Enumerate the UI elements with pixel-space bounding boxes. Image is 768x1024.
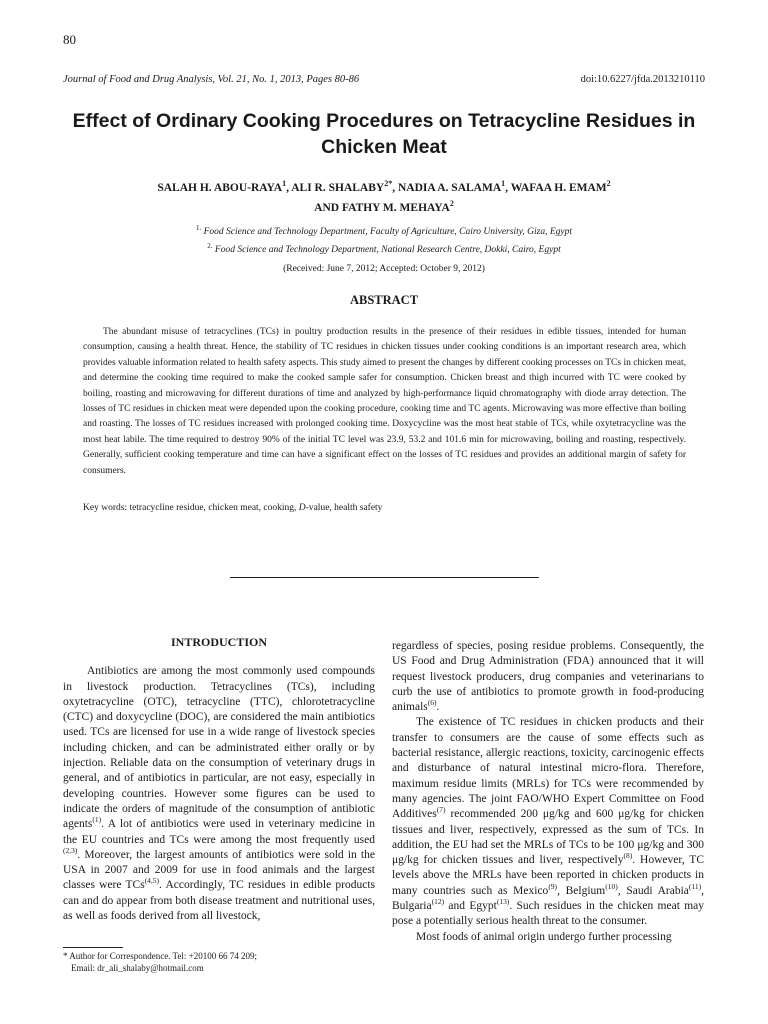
received-dates: (Received: June 7, 2012; Accepted: October 9, 2012)	[283, 264, 485, 274]
author-name: WAFAA H. EMAM	[510, 181, 607, 194]
author-sep: ,	[286, 181, 292, 194]
citation-superscript: (7)	[436, 805, 446, 815]
author-list	[60, 176, 708, 216]
author-name: AND FATHY M. MEHAYA	[314, 201, 450, 214]
affiliation	[60, 221, 708, 239]
paper-title: Effect of Ordinary Cooking Procedures on Tetracycline Residues in Chicken Meat	[72, 110, 696, 158]
correspondence-footnote	[63, 950, 257, 974]
author-name: NADIA A. SALAMA	[397, 181, 502, 194]
author-sep: ,	[392, 181, 398, 194]
footnote-divider	[63, 947, 123, 948]
keywords	[83, 503, 686, 513]
paragraph: Antibiotics are among the most commonly used compounds in livestock production. Tetracyclines (TCs), including oxytetracycline (OTC), tetracycline (TTC), chlorotetracycline (CTC) and doxycycline (DOC), are considered the main antibiotics used. TCs are licensed for use in a wide range of livestock species including chicken, and can be administrated either orally or by injection. Reliable data on the consumption of veterinary drugs in general, and of antibiotics in particular, are not easy, especially in developing countries. However some figures can be used to indicate the orders of magnitude of the consumption of antibiotic agents$^{(1)}$. A lot of antibiotics were used in veterinary medicine in the EU countries and TCs were among the most frequently used $^{(2,3)}$. Moreover, the largest amounts of antibiotics were sold in the USA in 2007 and 2009 for use in food animals and the largest classes were TCs$^{(4,5)}$. Accordingly, TC residues in edible products can and do appear from both disease treatment and nutritional uses, as well as foods derived from all livestock,	[63, 665, 375, 923]
journal-citation: Journal of Food and Drug Analysis, Vol. 21, No. 1, 2013, Pages 80-86	[63, 74, 360, 85]
affiliation-text: Food Science and Technology Department, National Research Centre, Dokki, Cairo, Egypt	[214, 245, 561, 256]
page-number: 80	[63, 32, 76, 47]
right-column	[392, 639, 704, 945]
keywords-italic: D	[298, 503, 306, 513]
affiliation-sup: 2.	[207, 242, 213, 251]
citation-superscript: (1)	[92, 815, 102, 825]
author-name: ALI R. SHALABY	[291, 181, 385, 194]
author-sup: 2	[449, 198, 454, 208]
author-sup: 1	[282, 179, 287, 188]
paragraph: The existence of TC residues in chicken products and their transfer to consumers are the cause of some effects such as bacterial resistance, allergic reactions, toxicity, carcinogenic effects and disturbance of natural intestinal micro-flora. Therefore, maximum residue limits (MRLs) for TCs were recommended by many agencies. The joint FAO/WHO Expert Committee on Food Additives$^{(7)}$ recommended 200 μg/kg and 600 μg/kg for chicken tissues and liver, respectively, expressed as the sum of TCs. In addition, the EU had set the MRLs of TCs to be 100 μg/kg and 300 μg/kg for chicken tissues and liver, respectively$^{(8)}$. However, TC levels above the MRLs have been reported in chicken products in many countries such as Mexico$^{(9)}$, Belgium$^{(10)}$, Saudi Arabia$^{(11)}$, Bulgaria$^{(12)}$ and Egypt$^{(13)}$. Such residues in the chicken meat may pose a potentially serious health threat to the consumer.	[392, 716, 704, 928]
author-sup: 2*	[384, 179, 393, 188]
footnote-line: * Author for Correspondence. Tel: +20100 66 74 209;	[63, 951, 258, 961]
footnote-email: Email: dr_ali_shalaby@hotmail.com	[71, 963, 204, 973]
paragraph: regardless of species, posing residue problems. Consequently, the US Food and Drug Administration (FDA) announced that it will request livestock producers, drug companies and veterinarians to curb the use of antibiotics to promote growth in food-producing animals$^{(6)}$.	[392, 640, 704, 714]
citation-superscript: (10)	[605, 881, 618, 891]
abstract-text: The abundant misuse of tetracyclines (TCs) in poultry production results in the presence of their residues in edible tissues, intended for human consumption, causing a health threat. Hence, the stability of TC residues in chicken tissues under cooking conditions is an important research area, which provides valuable information related to health safety aspects. This study aimed to present the changes by different cooking processes on TCs in chicken meat, and determine the cooking time required to make the cooked sample safer for consumption. Chicken breast and thigh incurred with TC were cooked by boiling, roasting and microwaving for different durations of time and analyzed by high-performance liquid chromatography with diode array detection. The losses of TC residues in chicken meat were depended upon the cooking procedure, cooking time and TC agents. Microwaving was more effective than boiling and roasting. The losses of TC residues increased with prolonged cooking time. Doxycycline was the most heat stable of TCs, while oxytetracycline was the most heat labile. The time required to destroy 90% of the initial TC level was 23.9, 53.2 and 101.6 min for microwaving, boiling and roasting, respectively. Generally, sufficient cooking temperature and time can have a significant effect on the losses of TC residues and provides an additional margin of safety for consumers.	[83, 327, 686, 476]
left-column	[63, 635, 375, 924]
introduction-heading: INTRODUCTION	[170, 635, 267, 649]
keywords-prefix: Key words: tetracycline residue, chicken meat, cooking,	[83, 503, 299, 513]
citation-superscript: (9)	[548, 881, 558, 891]
author-name: SALAH H. ABOU-RAYA	[157, 181, 283, 194]
citation-superscript: (8)	[623, 851, 633, 861]
section-divider	[230, 577, 539, 578]
affiliation-sup: 1.	[195, 224, 202, 232]
keywords-suffix: -value, health safety	[305, 503, 383, 513]
author-sup: 1	[501, 179, 506, 188]
affiliation-text: Food Science and Technology Department, Faculty of Agriculture, Cairo University, Giza, Egypt	[203, 227, 573, 238]
affiliation	[60, 239, 708, 257]
author-sup: 2	[606, 179, 611, 188]
doi: doi:10.6227/jfda.2013210110	[580, 74, 705, 85]
citation-superscript: (6)	[427, 698, 437, 708]
paragraph: Most foods of animal origin undergo further processing	[416, 930, 672, 943]
author-sep: ,	[505, 181, 511, 194]
citation-superscript: (2,3)	[63, 846, 78, 856]
affiliations	[60, 221, 708, 257]
citation-superscript: (12)	[431, 897, 445, 907]
citation-superscript: (4,5)	[144, 876, 160, 886]
citation-superscript: (11)	[688, 881, 702, 891]
citation-superscript: (13)	[496, 897, 510, 907]
abstract-heading: ABSTRACT	[349, 293, 419, 307]
